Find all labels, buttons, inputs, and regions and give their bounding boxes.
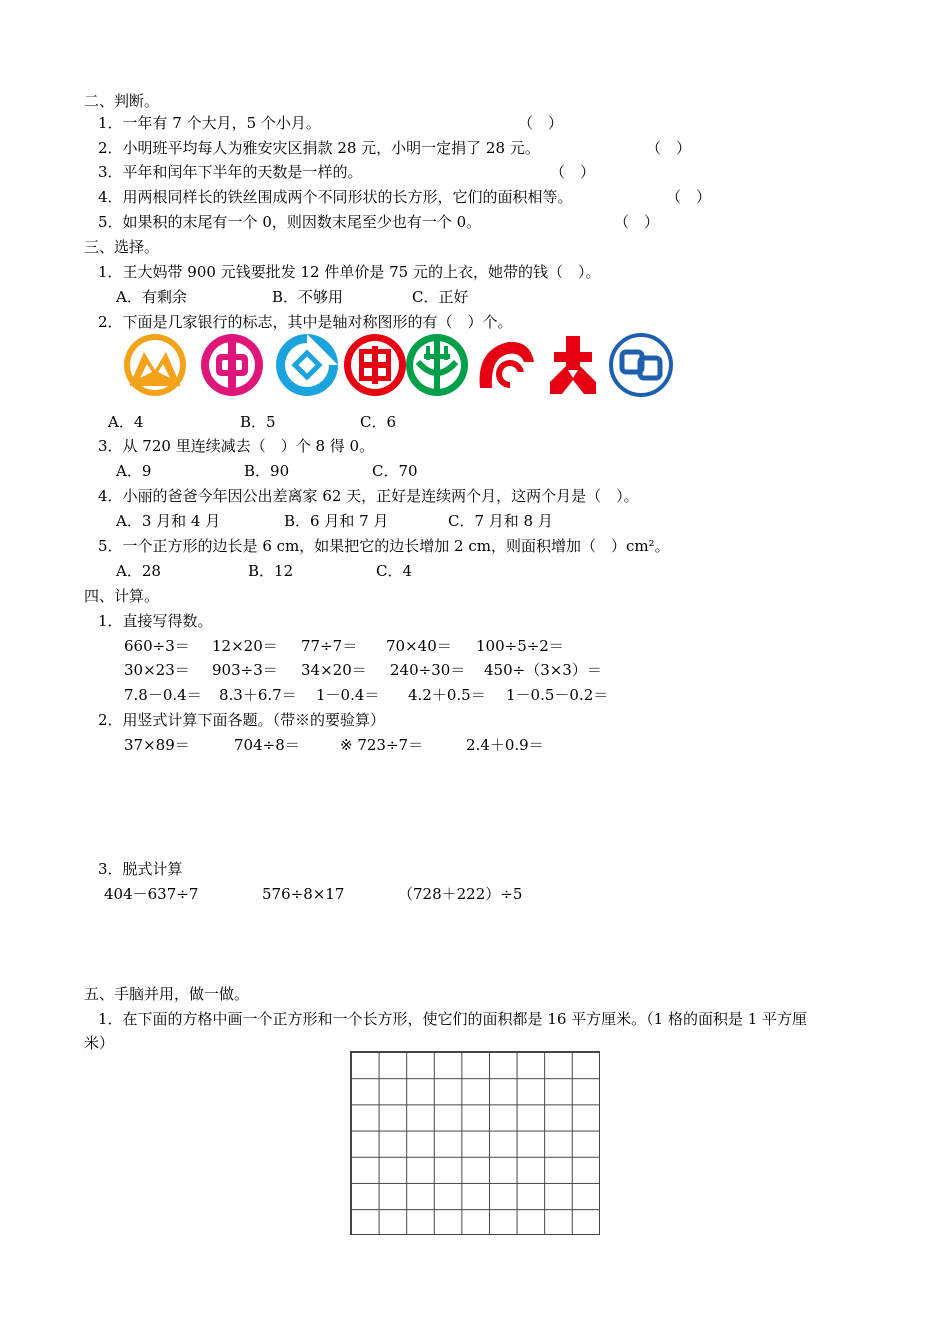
calc-item: 8.3＋6.7＝	[219, 686, 297, 704]
agricultural-bank-logo	[404, 332, 470, 398]
calc-item: 1－0.4＝	[316, 686, 380, 704]
choice-q4-option-a[interactable]: A．3 月和 4 月	[116, 512, 221, 530]
step-calc-item: 576÷8×17	[262, 885, 345, 903]
choice-q1-option-a[interactable]: A．有剩余	[116, 288, 187, 306]
step-calc-item: （728＋222）÷5	[398, 885, 523, 903]
logo-7	[540, 332, 606, 398]
choice-q3: 3．从 720 里连续减去（ ）个 8 得 0。	[98, 437, 375, 455]
choice-q4-option-c[interactable]: C．7 月和 8 月	[448, 512, 553, 530]
choice-q5-option-a[interactable]: A．28	[116, 562, 161, 580]
calc-part1-title: 1．直接写得数。	[98, 612, 213, 630]
judge-q3-paren[interactable]: （ ）	[550, 163, 596, 181]
calc-item: 12×20＝	[212, 637, 278, 655]
choice-q4-option-b[interactable]: B．6 月和 7 月	[284, 512, 389, 530]
calc-item: 903÷3＝	[212, 661, 278, 679]
calc-item: 240÷30＝	[390, 661, 466, 679]
calc-item: 1－0.5－0.2＝	[506, 686, 609, 704]
choice-q2-option-b[interactable]: B．5	[240, 413, 276, 431]
choice-q2-option-c[interactable]: C．6	[360, 413, 397, 431]
choice-q5: 5．一个正方形的边长是 6 cm，如果把它的边长增加 2 cm，则面积增加（ ）cm²。	[98, 537, 670, 555]
choice-q3-option-b[interactable]: B．90	[244, 462, 290, 480]
vertical-calc-item: 704÷8＝	[234, 736, 300, 754]
china-construction-bank-logo	[274, 332, 340, 398]
bank-of-china-logo	[199, 332, 265, 398]
calc-item: 4.2＋0.5＝	[408, 686, 486, 704]
section-3-title: 三、选择。	[84, 238, 160, 256]
choice-q2: 2．下面是几家银行的标志，其中是轴对称图形的有（ ）个。	[98, 313, 513, 331]
bank-logos	[122, 332, 692, 398]
judge-q4-paren[interactable]: （ ）	[666, 188, 712, 206]
calc-item: 77÷7＝	[301, 637, 358, 655]
choice-q3-option-c[interactable]: C．70	[372, 462, 418, 480]
drawing-grid[interactable]	[350, 1051, 600, 1235]
section-2-title: 二、判断。	[84, 92, 160, 110]
logo-6	[472, 332, 538, 398]
judge-q2-paren[interactable]: （ ）	[646, 139, 692, 157]
calc-item: 660÷3＝	[124, 637, 190, 655]
choice-q2-option-a[interactable]: A．4	[108, 413, 144, 431]
calc-item: 34×20＝	[301, 661, 367, 679]
judge-q1: 1．一年有 7 个大月，5 个小月。	[98, 114, 321, 132]
draw-question-line1: 1．在下面的方格中画一个正方形和一个长方形，使它们的面积都是 16 平方厘米。（1 格的面积是 1 平方厘	[98, 1010, 808, 1028]
vertical-calc-item: 37×89＝	[124, 736, 190, 754]
choice-q5-option-b[interactable]: B．12	[248, 562, 294, 580]
vertical-calc-item: 2.4＋0.9＝	[466, 736, 544, 754]
step-calc-item: 404－637÷7	[104, 885, 199, 903]
choice-q5-option-c[interactable]: C．4	[376, 562, 413, 580]
choice-q1-option-b[interactable]: B．不够用	[272, 288, 344, 306]
judge-q4: 4．用两根同样长的铁丝围成两个不同形状的长方形，它们的面积相等。	[98, 188, 573, 206]
calc-item: 100÷5÷2＝	[476, 637, 564, 655]
judge-q5-paren[interactable]: （ ）	[614, 213, 660, 231]
judge-q2: 2．小明班平均每人为雅安灾区捐款 28 元，小明一定捐了 28 元。	[98, 139, 540, 157]
calc-item: 7.8－0.4＝	[124, 686, 202, 704]
draw-question-line2: 米）	[84, 1034, 115, 1052]
calc-item: 30×23＝	[124, 661, 190, 679]
judge-q5: 5．如果积的末尾有一个 0，则因数末尾至少也有一个 0。	[98, 213, 482, 231]
judge-q3: 3．平年和闰年下半年的天数是一样的。	[98, 163, 363, 181]
vertical-calc-item: ※ 723÷7＝	[340, 736, 424, 754]
calc-item: 70×40＝	[386, 637, 452, 655]
china-merchants-bank-logo	[122, 332, 188, 398]
logo-8	[608, 332, 674, 398]
choice-q3-option-a[interactable]: A．9	[116, 462, 152, 480]
choice-q1: 1．王大妈带 900 元钱要批发 12 件单价是 75 元的上衣，她带的钱（ ）。	[98, 263, 601, 281]
icbc-logo	[342, 332, 408, 398]
calc-part2-title: 2．用竖式计算下面各题。（带※的要验算）	[98, 711, 386, 729]
judge-q1-paren[interactable]: （ ）	[518, 114, 564, 132]
section-5-title: 五、手脑并用，做一做。	[84, 985, 250, 1003]
section-4-title: 四、计算。	[84, 587, 160, 605]
choice-q1-option-c[interactable]: C．正好	[412, 288, 469, 306]
calc-part3-title: 3．脱式计算	[98, 860, 183, 878]
calc-item: 450÷（3×3）＝	[484, 661, 602, 679]
choice-q4: 4．小丽的爸爸今年因公出差离家 62 天，正好是连续两个月，这两个月是（ ）。	[98, 487, 639, 505]
